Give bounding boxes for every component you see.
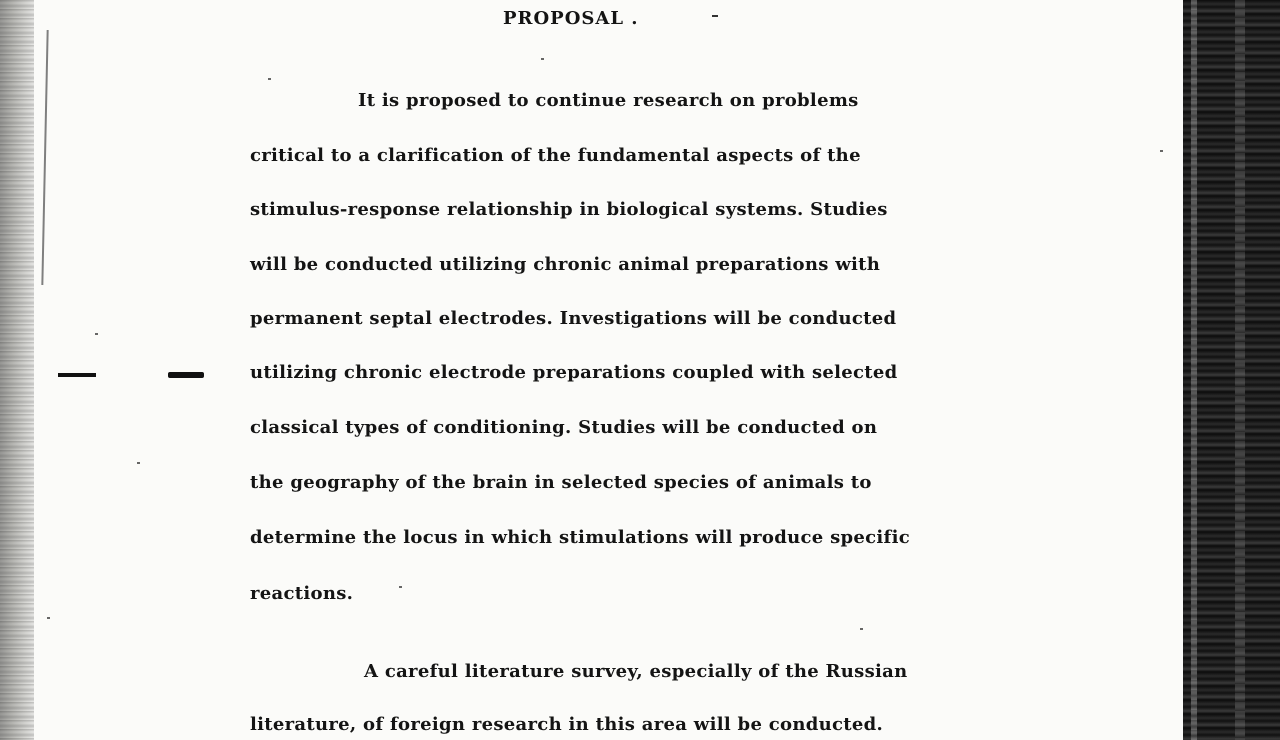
scan-speck — [268, 78, 271, 80]
paragraph-line: determine the locus in which stimulations will produce specific — [250, 527, 910, 548]
paragraph-line: utilizing chronic electrode preparations coupled with selected — [250, 362, 898, 383]
scan-speck — [95, 333, 98, 335]
paragraph-line: It is proposed to continue research on problems — [358, 90, 859, 111]
paragraph-line: will be conducted utilizing chronic animal preparations with — [250, 254, 881, 275]
left-margin-line — [41, 30, 48, 285]
margin-arrow-mark — [168, 372, 204, 378]
paragraph-line: critical to a clarification of the fundamental aspects of the — [250, 145, 861, 166]
scan-speck — [860, 628, 863, 630]
paragraph-line: stimulus-response relationship in biological systems. Studies — [250, 199, 888, 220]
scan-speck — [47, 617, 50, 619]
scan-speck — [399, 586, 402, 588]
scan-speck — [137, 462, 140, 464]
paragraph-line: literature, of foreign research in this area will be conducted. — [250, 714, 884, 735]
right-dark-edge — [1183, 0, 1280, 740]
left-binding-edge — [0, 0, 34, 740]
paragraph-line: classical types of conditioning. Studies will be conducted on — [250, 417, 878, 438]
scan-speck — [541, 58, 544, 60]
document-title: PROPOSAL . — [503, 8, 639, 29]
scan-speck — [1160, 150, 1163, 152]
paragraph-line: A careful literature survey, especially of the Russian — [364, 661, 908, 682]
title-mark — [712, 15, 718, 17]
paragraph-line: reactions. — [250, 583, 354, 604]
paragraph-line: permanent septal electrodes. Investigations will be conducted — [250, 308, 897, 329]
paragraph-line: the geography of the brain in selected species of animals to — [250, 472, 872, 493]
margin-dash-mark — [58, 373, 96, 377]
